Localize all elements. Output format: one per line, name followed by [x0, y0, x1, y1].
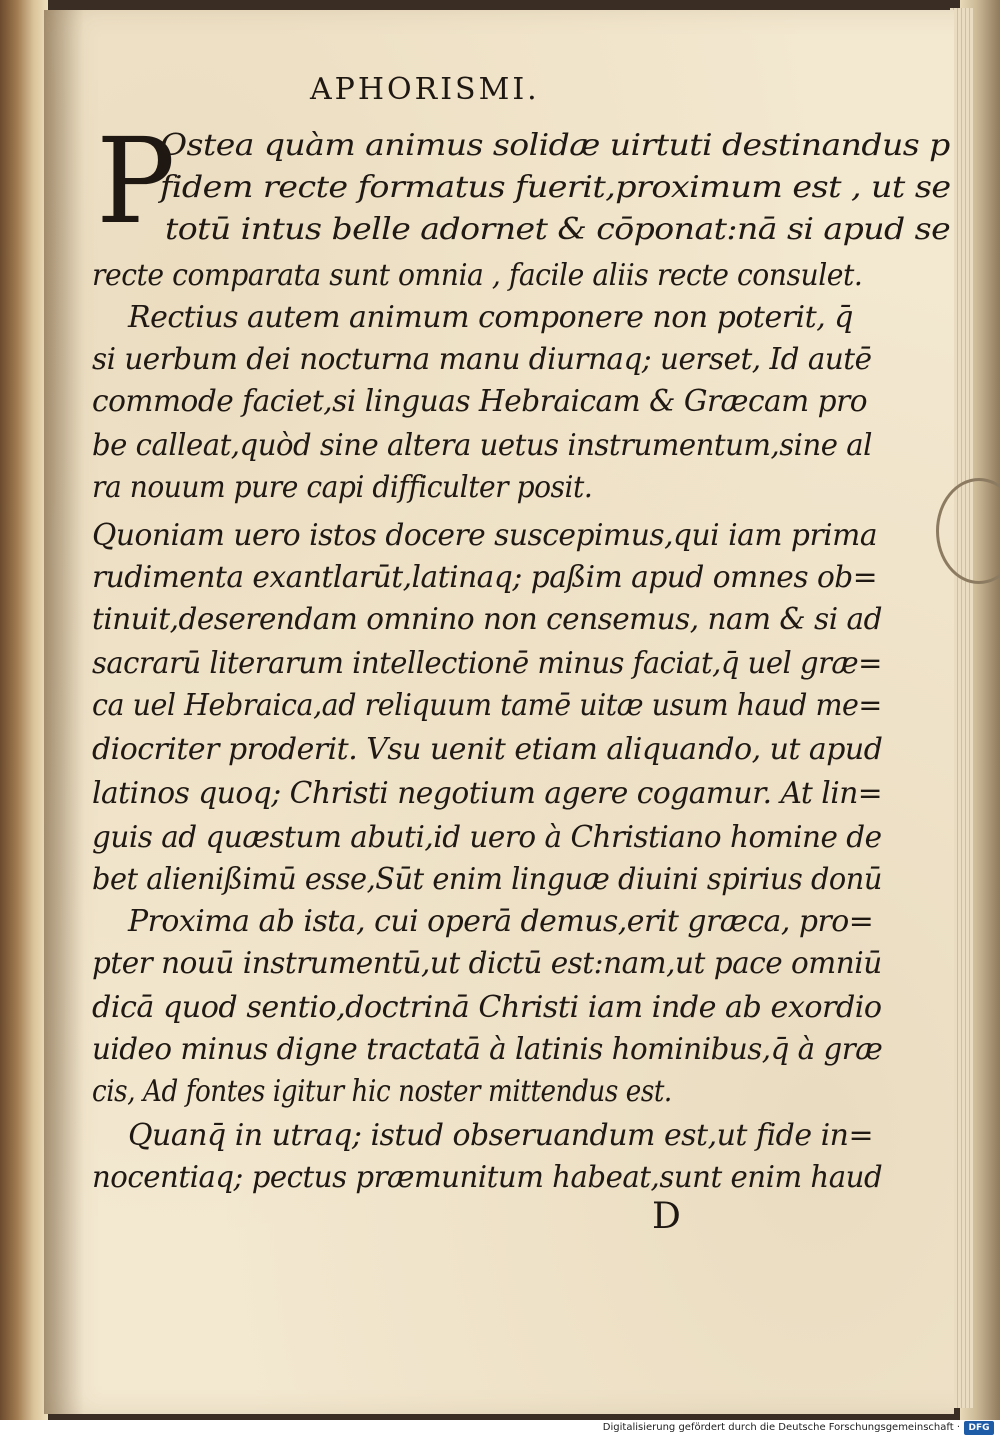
text-line: Quoniam uero istos docere suscepimus,qui iam prima	[92, 518, 878, 553]
text-line: si uerbum dei nocturna manu diurnaq; uerset, Id autē	[92, 342, 872, 377]
text-line: recte comparata sunt omnia , facile aliis recte consulet.	[92, 258, 863, 293]
drop-initial: P	[96, 112, 176, 250]
text-line: fidem recte formatus fuerit,proximum est , ut se	[160, 170, 951, 205]
footer-credit: Digitalisierung gefördert durch die Deutsche Forschungsgemeinschaft ·	[602, 1422, 960, 1433]
text-line: pter nouū instrumentū,ut dictū est:nam,ut pace omniū	[92, 946, 882, 981]
text-line: Quanq̄ in utraq; istud obseruandum est,ut fide in=	[128, 1118, 874, 1153]
text-line: nocentiaq; pectus præmunitum habeat,sunt enim haud	[92, 1160, 883, 1195]
text-line: uideo minus digne tractatā à latinis hominibus,q̄ à græ	[92, 1032, 883, 1067]
text-line: commode faciet,si linguas Hebraicam & Græcam pro	[92, 384, 868, 419]
book-edge-left	[0, 0, 48, 1420]
text-line: bet alienißimū esse,Sūt enim linguæ diuini spirius donū	[92, 862, 882, 897]
text-line: cis, Ad fontes igitur hic noster mittendus est.	[92, 1074, 672, 1109]
gutter-shadow	[44, 10, 84, 1414]
text-line: Proxima ab ista, cui operā demus,erit græca, pro=	[128, 904, 874, 939]
text-line: ca uel Hebraica,ad reliquum tamē uitæ usum haud me=	[92, 688, 882, 723]
text-line: guis ad quæstum abuti,id uero à Christiano homine de	[92, 820, 882, 855]
text-line: tinuit,deserendam omnino non censemus, nam & si ad	[92, 602, 882, 637]
text-line: dicā quod sentio,doctrinā Christi iam inde ab exordio	[92, 990, 882, 1025]
text-line: ra nouum pure capi difficulter posit.	[92, 470, 593, 505]
dfg-logo: DFG	[964, 1421, 994, 1435]
running-title: APHORISMI.	[310, 72, 540, 107]
text-line: totū intus belle adornet & cōponat:nā si apud se	[165, 212, 951, 247]
text-line: latinos quoq; Christi negotium agere cogamur. At lin=	[92, 776, 883, 811]
text-line: Rectius autem animum componere non poterit, q̄	[128, 300, 853, 335]
text-line: be calleat,quòd sine altera uetus instrumentum,sine al	[92, 428, 872, 463]
text-line: rudimenta exantlarūt,latinaq; paßim apud omnes ob=	[92, 560, 878, 595]
signature-mark: D	[652, 1196, 681, 1237]
text-line: sacrarū literarum intellectionē minus faciat,q̄ uel græ=	[92, 646, 882, 681]
text-line: diocriter proderit. Vsu uenit etiam aliquando, ut apud	[92, 732, 883, 767]
text-line: Ostea quàm animus solidæ uirtuti destinandus p	[160, 128, 950, 163]
